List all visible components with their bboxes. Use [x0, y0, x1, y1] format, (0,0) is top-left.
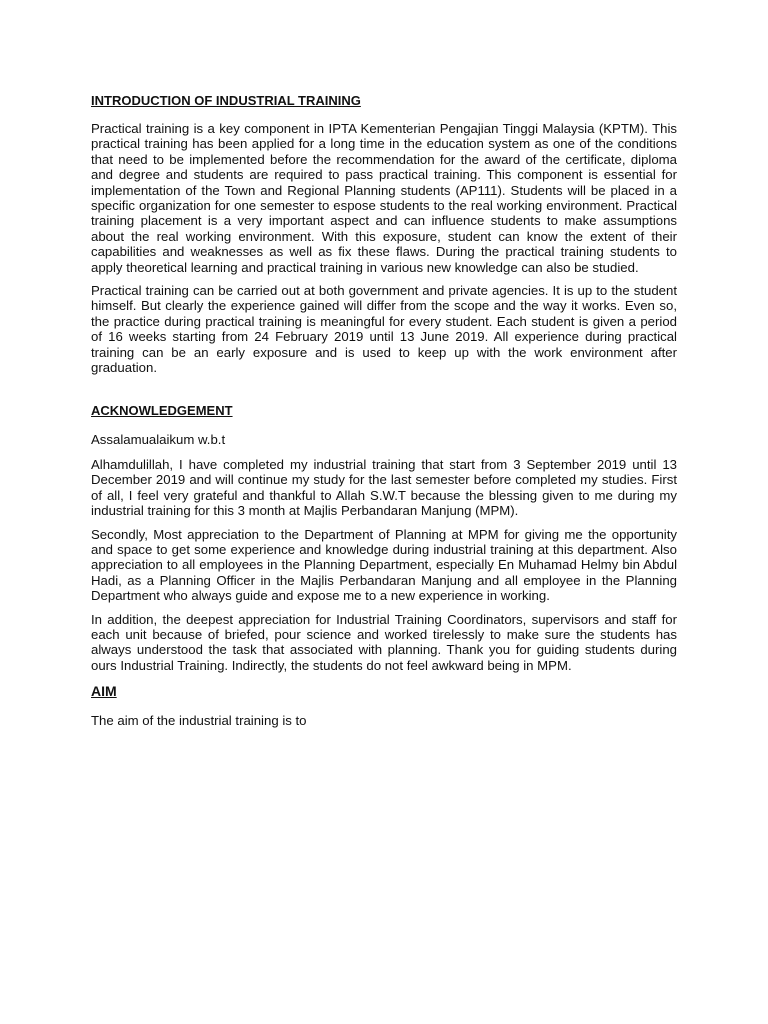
- aim-text: The aim of the industrial training is to: [91, 713, 307, 729]
- document-page: [91, 92, 677, 737]
- introduction-heading: INTRODUCTION OF INDUSTRIAL TRAINING: [91, 93, 361, 108]
- aim-heading: AIM: [91, 683, 117, 700]
- acknowledgement-paragraph-3: In addition, the deepest appreciation for Industrial Training Coordinators, supervisors and staff for each unit because of briefed, pour science and worked tirelessly to make sure the students has always understood the task that associated with planning. Thank you for guiding students during ours Industrial Training. Indirectly, the students do not feel awkward being in MPM.: [91, 611, 677, 673]
- introduction-paragraph-1: Practical training is a key component in IPTA Kementerian Pengajian Tinggi Malaysia (KPTM). This practical training has been applied for a long time in the education system as one of the conditions that need to be implemented before the recommendation for the award of the certificate, diploma and degree and students are required to pass practical training. This component is essential for implementation of the Town and Regional Planning students (AP111). Students will be placed in a specific organization for one semester to espose students to the real working environment. Practical training placement is a very important aspect and can influence students to make assumptions about the real working environment. With this exposure, student can know the extent of their capabilities and weaknesses as well as fix these flaws. During the practical training students to apply theoretical learning and practical training in various new knowledge can also be studied.: [91, 121, 677, 275]
- introduction-paragraph-2: Practical training can be carried out at both government and private agencies. It is up to the student himself. But clearly the experience gained will differ from the scope and the way it works. Even so, the practice during practical training is meaningful for every student. Each student is given a period of 16 weeks starting from 24 February 2019 until 13 June 2019. All experience during practical training can be an early exposure and is used to keep up with the work environment after graduation.: [91, 283, 677, 376]
- acknowledgement-paragraph-1: Alhamdulillah, I have completed my industrial training that start from 3 September 2019 until 13 December 2019 and will continue my study for the last semester before completed my studies. First of all, I feel very grateful and thankful to Allah S.W.T because the blessing given to me during my industrial training for this 3 month at Majlis Perbandaran Manjung (MPM).: [91, 456, 677, 519]
- acknowledgement-heading: ACKNOWLEDGEMENT: [91, 402, 233, 418]
- acknowledgement-greeting: Assalamualaikum w.b.t: [91, 431, 226, 447]
- acknowledgement-paragraph-2: Secondly, Most appreciation to the Department of Planning at MPM for giving me the opportunity and space to get some experience and knowledge during industrial training at this department. Also appreciation to all employees in the Planning Department, especially En Muhamad Helmy bin Abdul Hadi, as a Planning Officer in the Majlis Perbandaran Manjung and all employee in the Planning Department who always guide and expose me to a new experience in working.: [91, 526, 677, 604]
